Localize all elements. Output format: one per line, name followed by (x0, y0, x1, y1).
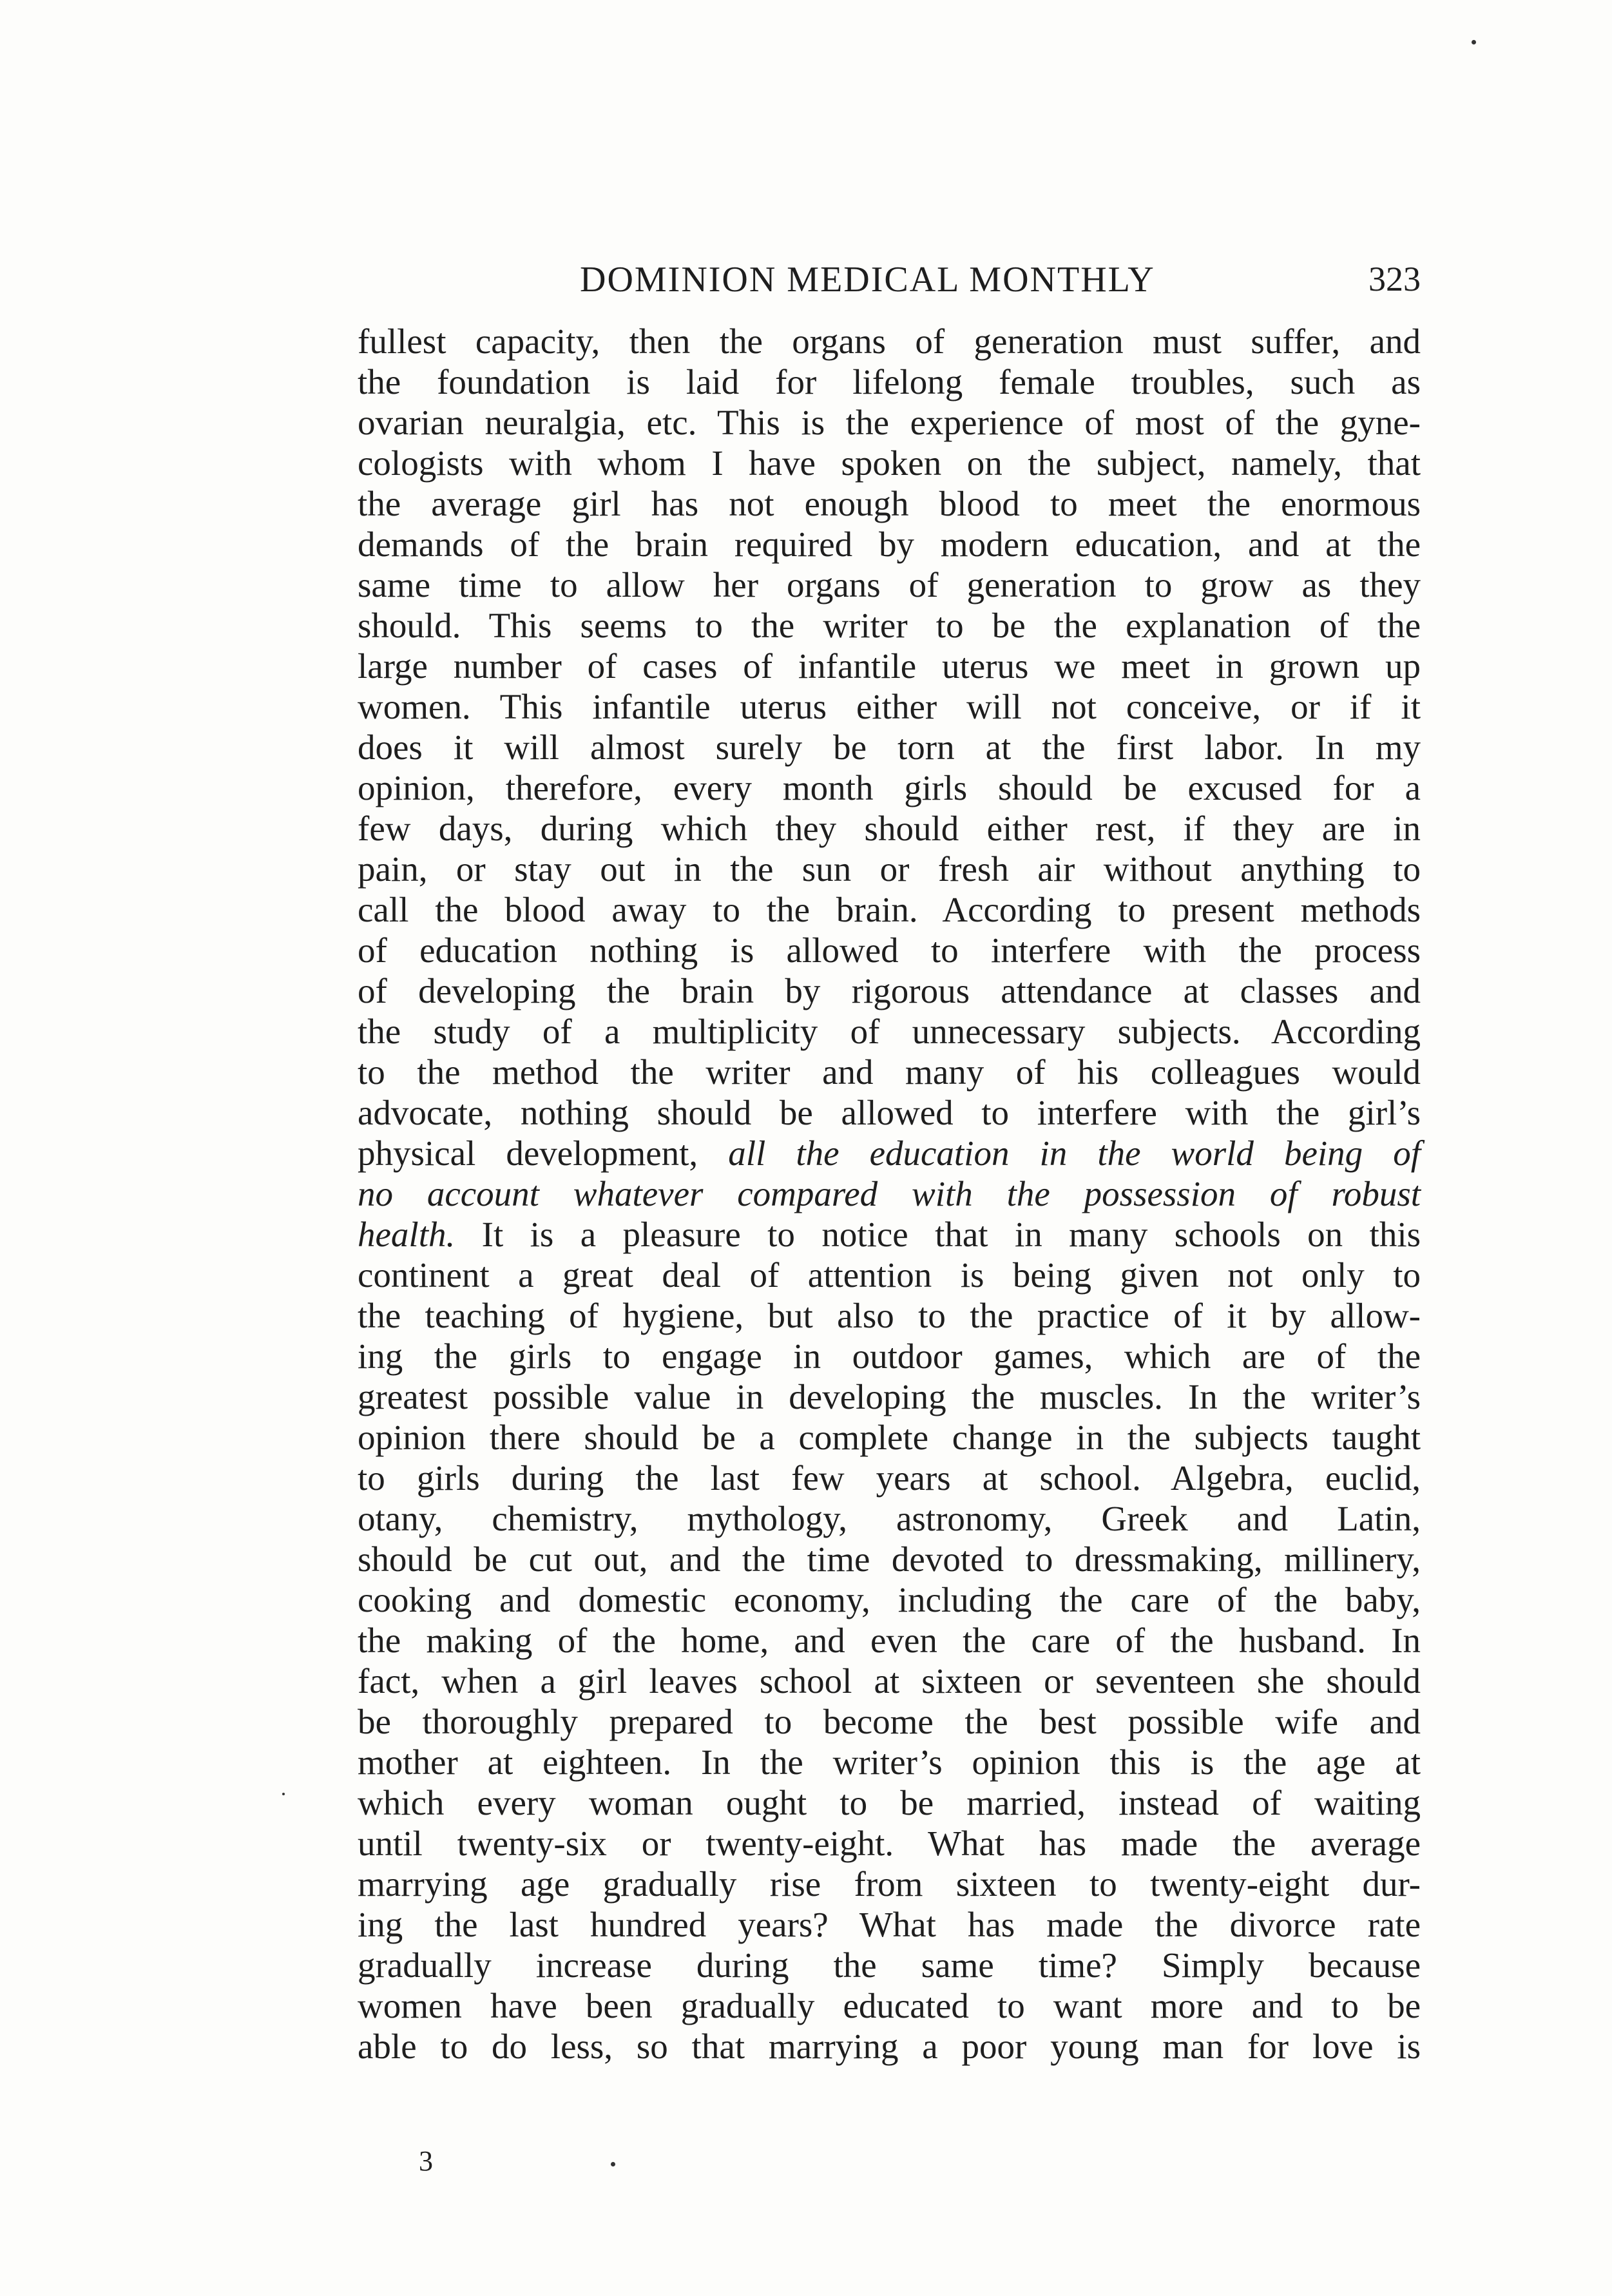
text-line: be thoroughly prepared to become the best possible wife and (358, 1702, 1421, 1741)
text-line: to girls during the last few years at school. Algebra, euclid, (358, 1458, 1421, 1498)
stray-ink-mark (1472, 40, 1476, 44)
italic-segment: all the education in the world being of (728, 1134, 1421, 1173)
text-line: of developing the brain by rigorous attendance at classes and (358, 971, 1421, 1010)
text-segment: physical development, (358, 1134, 698, 1173)
text-line: marrying age gradually rise from sixteen to twenty-eight dur- (358, 1864, 1421, 1904)
text-line: demands of the brain required by modern education, and at the (358, 525, 1421, 564)
text-line: continent a great deal of attention is being given not only to (358, 1255, 1421, 1295)
text-line: able to do less, so that marrying a poor young man for love is (358, 2027, 1421, 2066)
text-line: pain, or stay out in the sun or fresh air without anything to (358, 849, 1421, 889)
text-line: otany, chemistry, mythology, astronomy, Greek and Latin, (358, 1499, 1421, 1538)
text-line: gradually increase during the same time? Simply because (358, 1945, 1421, 1985)
text-line: ing the last hundred years? What has made the divorce rate (358, 1905, 1421, 1944)
text-segment: It is a pleasure to notice that in many schools on this (481, 1215, 1421, 1254)
page-number: 323 (1368, 260, 1421, 298)
text-line: fullest capacity, then the organs of generation must suffer, and (358, 322, 1421, 361)
text-line: which every woman ought to be married, instead of waiting (358, 1783, 1421, 1822)
text-line (358, 1133, 1421, 1173)
text-line (358, 1173, 1421, 1214)
text-line: to the method the writer and many of his colleagues would (358, 1052, 1421, 1092)
text-line: the study of a multiplicity of unnecessary subjects. According (358, 1012, 1421, 1051)
text-line: call the blood away to the brain. According to present methods (358, 890, 1421, 929)
page-header (358, 259, 1421, 311)
stray-ink-mark (282, 1793, 285, 1795)
text-line: greatest possible value in developing the muscles. In the writer’s (358, 1377, 1421, 1416)
text-line: women have been gradually educated to want more and to be (358, 1986, 1421, 2025)
text-line: should. This seems to the writer to be the explanation of the (358, 606, 1421, 645)
text-line: women. This infantile uterus either will not conceive, or if it (358, 687, 1421, 726)
text-line: mother at eighteen. In the writer’s opinion this is the age at (358, 1742, 1421, 1782)
text-line: cologists with whom I have spoken on the subject, namely, that (358, 443, 1421, 483)
text-line: opinion there should be a complete change in the subjects taught (358, 1418, 1421, 1457)
text-line: cooking and domestic economy, including the care of the baby, (358, 1580, 1421, 1619)
text-line: of education nothing is allowed to interfere with the process (358, 931, 1421, 970)
text-line: should be cut out, and the time devoted to dressmaking, millinery, (358, 1539, 1421, 1579)
stray-ink-mark (611, 2162, 615, 2166)
body-text (358, 321, 1421, 2067)
italic-segment: no account whatever compared with the possession of robust (358, 1174, 1421, 1213)
text-line: fact, when a girl leaves school at sixteen or seventeen she should (358, 1661, 1421, 1701)
text-line: the average girl has not enough blood to meet the enormous (358, 484, 1421, 523)
text-line: ing the girls to engage in outdoor games, which are of the (358, 1336, 1421, 1376)
text-line: the foundation is laid for lifelong female troubles, such as (358, 362, 1421, 401)
text-line: does it will almost surely be torn at the first labor. In my (358, 728, 1421, 767)
text-line: few days, during which they should either rest, if they are in (358, 809, 1421, 848)
running-title: DOMINION MEDICAL MONTHLY (580, 260, 1155, 300)
text-line: advocate, nothing should be allowed to interfere with the girl’s (358, 1093, 1421, 1132)
text-line: the teaching of hygiene, but also to the practice of it by allow- (358, 1296, 1421, 1335)
text-line: opinion, therefore, every month girls should be excused for a (358, 768, 1421, 807)
text-line: same time to allow her organs of generation to grow as they (358, 565, 1421, 604)
text-line: large number of cases of infantile uterus we meet in grown up (358, 646, 1421, 686)
signature-mark: 3 (419, 2145, 433, 2177)
text-line: until twenty-six or twenty-eight. What has made the average (358, 1824, 1421, 1863)
text-line (358, 1214, 1421, 1255)
text-line: ovarian neuralgia, etc. This is the experience of most of the gyne- (358, 403, 1421, 442)
italic-segment: health. (358, 1215, 456, 1254)
text-line: the making of the home, and even the care of the husband. In (358, 1621, 1421, 1660)
